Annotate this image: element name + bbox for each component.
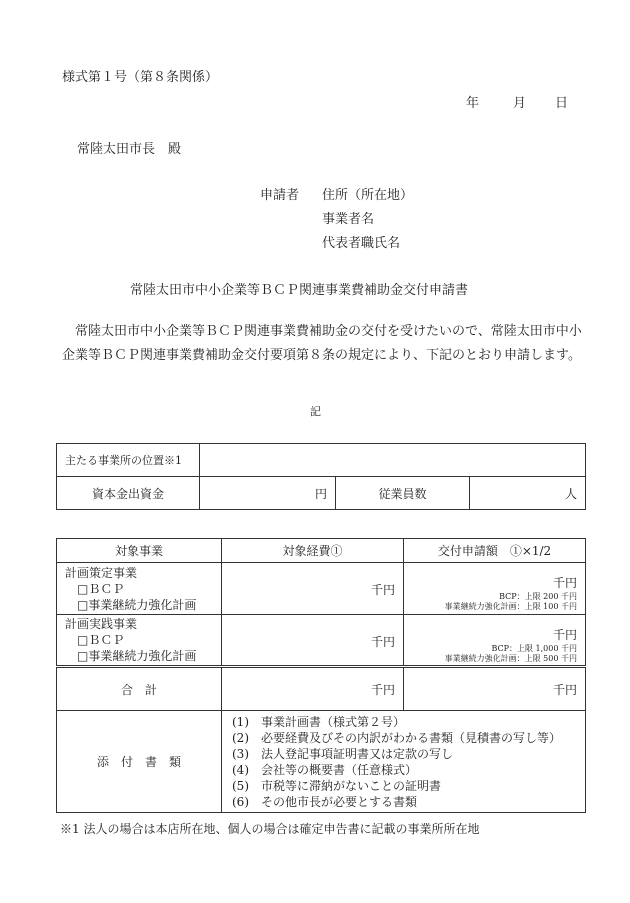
capital-unit: 円 bbox=[314, 486, 327, 501]
project-row bbox=[57, 615, 222, 667]
business-info-table bbox=[56, 443, 586, 510]
footnote: ※1 法人の場合は本店所在地、個人の場合は確定申告書に記載の事業所所在地 bbox=[60, 822, 480, 836]
option-continuity-plan[interactable]: □事業継続力強化計画 bbox=[77, 597, 197, 612]
project-table bbox=[56, 538, 586, 813]
grant-unit: 千円 bbox=[552, 628, 577, 642]
form-number: 様式第１号（第８条関係） bbox=[62, 70, 219, 85]
header-project: 対象事業 bbox=[57, 539, 222, 563]
attachments-label: 添 付 書 類 bbox=[57, 711, 222, 813]
option-continuity-plan[interactable]: □事業継続力強化計画 bbox=[77, 649, 197, 663]
grant-cell[interactable] bbox=[404, 615, 586, 667]
project-category: 計画実践事業 bbox=[65, 617, 138, 631]
total-expense-unit: 千円 bbox=[370, 682, 395, 697]
expense-cell[interactable] bbox=[222, 563, 404, 615]
project-row bbox=[57, 563, 222, 615]
applicant-label: 申請者 bbox=[260, 188, 300, 203]
option-bcp[interactable]: □ＢＣＰ bbox=[77, 633, 125, 647]
expense-unit: 千円 bbox=[370, 635, 395, 649]
total-label: 合 計 bbox=[57, 667, 222, 711]
header-expense: 対象経費① bbox=[222, 539, 404, 563]
ki-mark: 記 bbox=[310, 405, 321, 418]
attachment-item: (1) 事業計画書（様式第２号） bbox=[232, 714, 405, 729]
date-month: 月 bbox=[513, 96, 527, 111]
project-category: 計画策定事業 bbox=[65, 565, 138, 580]
total-expense[interactable] bbox=[222, 667, 404, 711]
attachments-list bbox=[222, 711, 586, 813]
employees-label: 従業員数 bbox=[336, 477, 470, 510]
attachment-item: (5) 市税等に滞納がないことの証明書 bbox=[232, 778, 441, 793]
total-grant-unit: 千円 bbox=[552, 682, 577, 697]
attachment-item: (4) 会社等の概要書（任意様式） bbox=[232, 762, 417, 777]
date-year: 年 bbox=[466, 96, 480, 111]
attachment-item: (3) 法人登記事項証明書又は定款の写し bbox=[232, 746, 453, 761]
body-paragraph: 常陸太田市中小企業等ＢＣＰ関連事業費補助金の交付を受けたいので、常陸太田市中小企業等ＢＣＰ関連事業費補助金交付要項第８条の規定により、下記のとおり申請します。 bbox=[62, 324, 582, 363]
expense-unit: 千円 bbox=[370, 583, 395, 597]
attachment-item: (6) その他市長が必要とする書類 bbox=[232, 794, 417, 809]
grant-unit: 千円 bbox=[552, 576, 577, 590]
location-label: 主たる事業所の位置※1 bbox=[57, 444, 200, 477]
applicant-address: 住所（所在地） bbox=[322, 188, 414, 203]
header-grant: 交付申請額 ①×1/2 bbox=[404, 539, 586, 563]
applicant-business-name: 事業者名 bbox=[322, 212, 375, 227]
expense-cell[interactable] bbox=[222, 615, 404, 667]
date-day: 日 bbox=[555, 96, 569, 111]
attachment-item: (2) 必要経費及びその内訳がわかる書類（見積書の写し等） bbox=[232, 730, 562, 745]
total-grant[interactable] bbox=[404, 667, 586, 711]
employees-unit: 人 bbox=[564, 486, 577, 501]
grant-limit-bcp: BCP：上限 200 千円 bbox=[499, 592, 577, 601]
grant-cell[interactable] bbox=[404, 563, 586, 615]
employees-value[interactable] bbox=[470, 477, 586, 510]
location-value[interactable] bbox=[200, 444, 586, 477]
capital-label: 資本金出資金 bbox=[57, 477, 200, 510]
document-title: 常陸太田市中小企業等ＢＣＰ関連事業費補助金交付申請書 bbox=[130, 283, 469, 298]
grant-limit-continuity: 事業継続力強化計画：上限 100 千円 bbox=[444, 602, 577, 611]
applicant-representative: 代表者職氏名 bbox=[322, 236, 401, 251]
grant-limit-bcp: BCP：上限 1,000 千円 bbox=[491, 644, 577, 653]
grant-limit-continuity: 事業継続力強化計画：上限 500 千円 bbox=[444, 654, 577, 663]
option-bcp[interactable]: □ＢＣＰ bbox=[77, 581, 125, 596]
capital-value[interactable] bbox=[200, 477, 336, 510]
addressee: 常陸太田市長 殿 bbox=[77, 142, 182, 157]
